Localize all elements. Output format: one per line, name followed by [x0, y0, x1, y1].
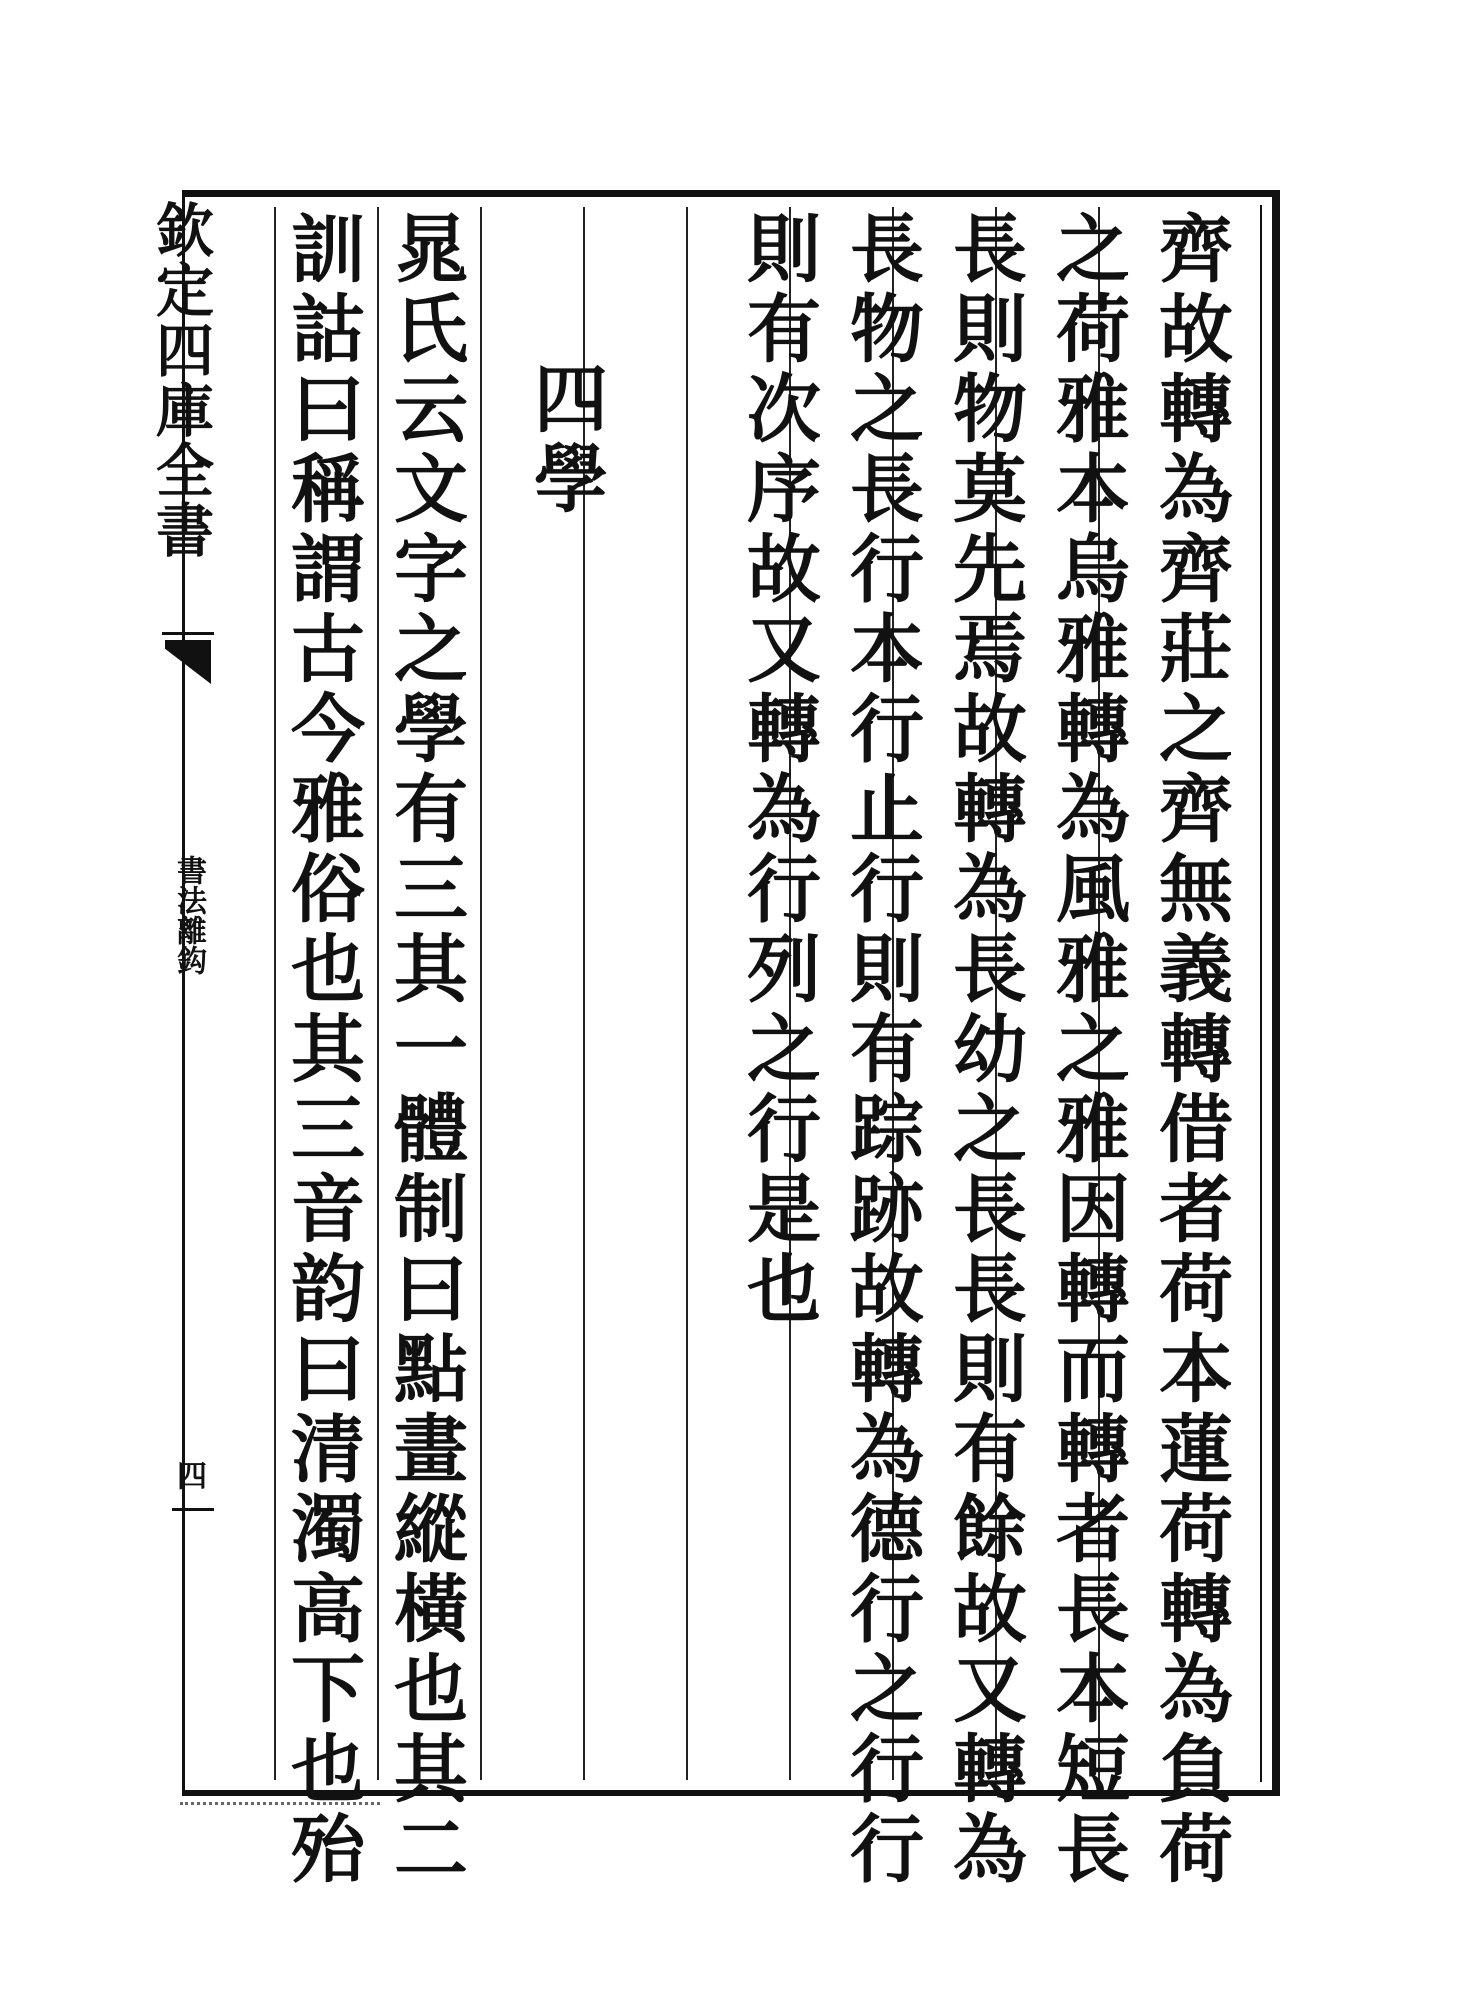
column-rule [480, 207, 482, 1780]
frame-inner-border [1260, 205, 1262, 1782]
column-rule [686, 207, 688, 1780]
section-heading: 四學 [522, 360, 608, 520]
text-column-6: 晁氏云文字之學有三其一體制曰點畫縱橫也其二 [382, 210, 468, 1890]
margin-page-number: 四 [171, 1460, 206, 1490]
text-column-4: 長物之長行本行止行則有踪跡故轉為德行之行行 [838, 210, 924, 1890]
column-rule [274, 207, 276, 1780]
text-column-7: 訓詁曰稱謂古今雅俗也其三音韵曰清濁高下也殆 [279, 210, 365, 1890]
text-column-2: 之荷雅本烏雅轉為風雅之雅因轉而轉者長本短長 [1044, 210, 1130, 1890]
bottom-edge-marks [180, 1802, 380, 1805]
column-rule [377, 207, 379, 1780]
text-column-3: 長則物莫先焉故轉為長幼之長長則有餘故又轉為 [941, 210, 1027, 1890]
margin-book-title: 欽定四庫全書 [146, 200, 214, 560]
text-column-1: 齊故轉為齊莊之齊無義轉借者荷本蓮荷轉為負荷 [1147, 210, 1233, 1890]
margin-section-title: 書法離鈎 [171, 855, 206, 975]
text-column-5: 則有次序故又轉為行列之行是也 [735, 210, 821, 1330]
